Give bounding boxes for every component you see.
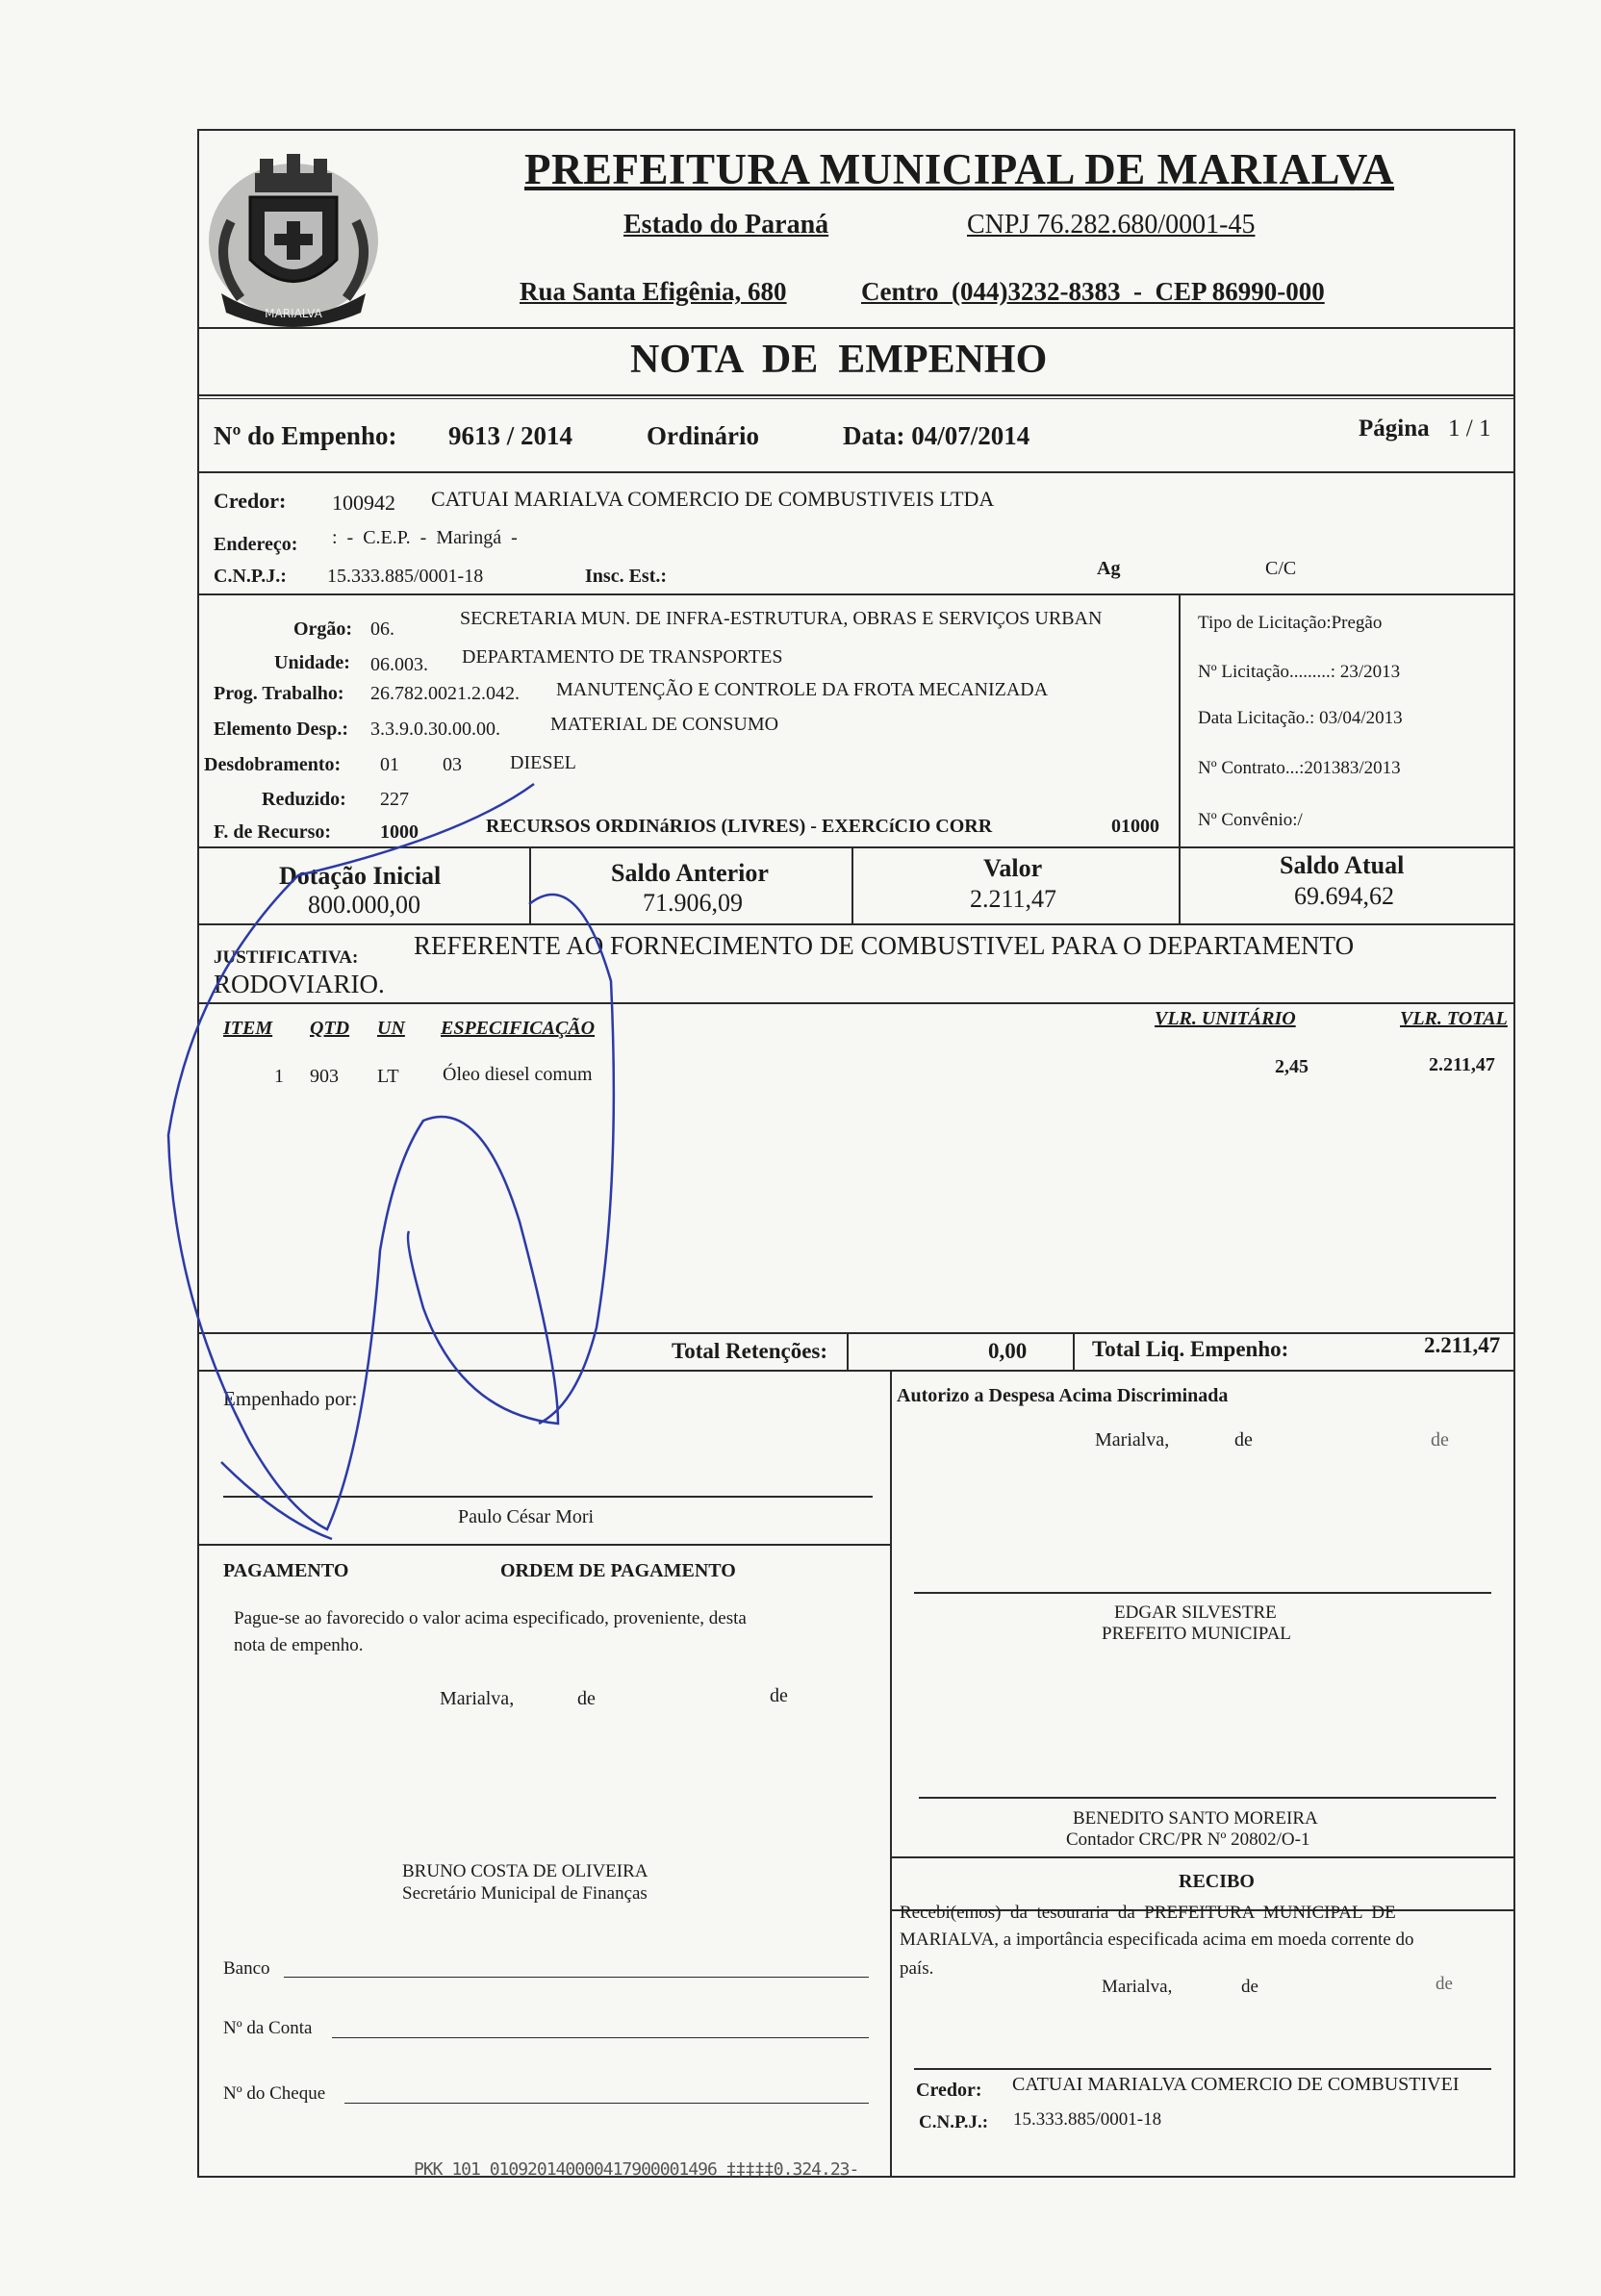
banco-label: Banco bbox=[223, 1958, 270, 1979]
recibo-credor-label: Credor: bbox=[916, 2080, 982, 2101]
recibo-cnpj: 15.333.885/0001-18 bbox=[1013, 2109, 1162, 2130]
svg-text:MARIALVA: MARIALVA bbox=[265, 307, 322, 320]
cnpj-label: C.N.P.J.: bbox=[214, 566, 287, 587]
endereco-value: : - C.E.P. - Maringá - bbox=[332, 527, 518, 548]
prog-desc: MANUTENÇÃO E CONTROLE DA FROTA MECANIZADA bbox=[556, 679, 1049, 700]
numero-contrato: Nº Contrato...:201383/2013 bbox=[1198, 758, 1401, 778]
unidade-desc: DEPARTAMENTO DE TRANSPORTES bbox=[462, 646, 783, 668]
empenhado-name: Paulo César Mori bbox=[458, 1506, 595, 1527]
pagamento-text-line1: Pague-se ao favorecido o valor acima especificado, proveniente, desta bbox=[234, 1608, 747, 1628]
total-liq-value: 2.211,47 bbox=[1424, 1333, 1501, 1357]
conta-label: Nº da Conta bbox=[223, 2018, 313, 2038]
row-qtd: 903 bbox=[310, 1066, 339, 1087]
empenho-label: Nº do Empenho: bbox=[214, 421, 397, 450]
empenhado-label: Empenhado por: bbox=[223, 1387, 358, 1410]
secretario-title: Secretário Municipal de Finanças bbox=[402, 1883, 648, 1904]
desdobramento-sub: 03 bbox=[443, 754, 462, 775]
data-licitacao: Data Licitação.: 03/04/2013 bbox=[1198, 708, 1403, 728]
col-header-un: UN bbox=[377, 1018, 405, 1039]
contador-name: BENEDITO SANTO MOREIRA bbox=[1073, 1808, 1318, 1829]
credor-label: Credor: bbox=[214, 489, 287, 513]
row-unit-value: 2,45 bbox=[1275, 1056, 1309, 1077]
reduzido-label: Reduzido: bbox=[262, 789, 346, 810]
ag-label: Ag bbox=[1097, 558, 1121, 579]
bank-authentication-stamp: PKK 101 010920140000417900001496 ‡‡‡‡‡0.324.23- bbox=[414, 2159, 859, 2180]
saldo-atual-value: 69.694,62 bbox=[1294, 882, 1394, 910]
recibo-text-line1: Recebi(emos) da tesouraria da PREFEITURA MUNICIPAL DE bbox=[900, 1903, 1396, 1923]
recibo-text-line2: MARIALVA, a importância especificada acima em moeda corrente do bbox=[900, 1930, 1414, 1950]
col-header-unit-value: VLR. UNITÁRIO bbox=[1155, 1008, 1296, 1029]
recurso-code2: 01000 bbox=[1111, 816, 1159, 837]
prefeito-name: EDGAR SILVESTRE bbox=[1114, 1602, 1277, 1623]
numero-convenio: Nº Convênio:/ bbox=[1198, 810, 1303, 830]
autorizo-text: Autorizo a Despesa Acima Discriminada bbox=[897, 1385, 1229, 1406]
page-value: 1 / 1 bbox=[1448, 416, 1491, 442]
prefeito-title: PREFEITO MUNICIPAL bbox=[1102, 1624, 1291, 1644]
autorizo-de-1: de bbox=[1234, 1429, 1253, 1451]
col-header-total-value: VLR. TOTAL bbox=[1400, 1008, 1508, 1029]
cheque-label: Nº do Cheque bbox=[223, 2083, 326, 2104]
empenho-number: 9613 / 2014 bbox=[448, 421, 573, 450]
orgao-desc: SECRETARIA MUN. DE INFRA-ESTRUTURA, OBRAS E SERVIÇOS URBAN bbox=[460, 608, 1103, 629]
desdobramento-code: 01 bbox=[380, 754, 399, 775]
empenho-date: Data: 04/07/2014 bbox=[843, 421, 1030, 450]
unidade-code: 06.003. bbox=[370, 654, 428, 675]
row-item: 1 bbox=[274, 1066, 284, 1087]
saldo-atual-label: Saldo Atual bbox=[1280, 851, 1405, 879]
recibo-text-line3: país. bbox=[900, 1958, 934, 1979]
retencoes-label: Total Retenções: bbox=[672, 1339, 828, 1363]
prog-code: 26.782.0021.2.042. bbox=[370, 683, 520, 704]
org-phone-cep: Centro (044)3232-8383 - CEP 86990-000 bbox=[861, 277, 1325, 306]
orgao-label: Orgão: bbox=[293, 618, 353, 640]
tipo-licitacao: Tipo de Licitação:Pregão bbox=[1198, 613, 1383, 633]
col-header-qtd: QTD bbox=[310, 1018, 350, 1039]
col-header-item: ITEM bbox=[223, 1018, 273, 1039]
saldo-anterior-label: Saldo Anterior bbox=[611, 859, 769, 887]
row-un: LT bbox=[377, 1066, 399, 1087]
desdobramento-label: Desdobramento: bbox=[204, 754, 342, 775]
unidade-label: Unidade: bbox=[274, 652, 350, 673]
endereco-label: Endereço: bbox=[214, 534, 298, 555]
orgao-code: 06. bbox=[370, 618, 394, 640]
recibo-de-1: de bbox=[1241, 1977, 1258, 1997]
pagamento-de-2: de bbox=[770, 1685, 788, 1706]
credor-code: 100942 bbox=[332, 491, 395, 515]
autorizo-de-2: de bbox=[1431, 1429, 1449, 1451]
desdobramento-desc: DIESEL bbox=[510, 752, 576, 773]
valor-value: 2.211,47 bbox=[970, 885, 1057, 913]
prog-label: Prog. Trabalho: bbox=[214, 683, 344, 704]
empenho-type: Ordinário bbox=[647, 421, 760, 450]
elemento-desc: MATERIAL DE CONSUMO bbox=[550, 714, 779, 735]
valor-label: Valor bbox=[983, 854, 1043, 882]
org-title: PREFEITURA MUNICIPAL DE MARIALVA bbox=[524, 145, 1395, 193]
recurso-desc: RECURSOS ORDINáRIOS (LIVRES) - EXERCíCIO CORR bbox=[486, 816, 993, 837]
contador-title: Contador CRC/PR Nº 20802/O-1 bbox=[1066, 1829, 1310, 1850]
recibo-cnpj-label: C.N.P.J.: bbox=[919, 2112, 989, 2132]
recibo-de-2: de bbox=[1436, 1974, 1453, 1994]
pagamento-de-1: de bbox=[577, 1688, 596, 1709]
row-spec: Óleo diesel comum bbox=[443, 1064, 593, 1085]
autorizo-city: Marialva, bbox=[1095, 1429, 1170, 1451]
document-title: NOTA DE EMPENHO bbox=[630, 338, 1048, 382]
retencoes-value: 0,00 bbox=[988, 1339, 1028, 1363]
justificativa-label: JUSTIFICATIVA: bbox=[214, 947, 359, 968]
justificativa-text-line1: REFERENTE AO FORNECIMENTO DE COMBUSTIVEL PARA O DEPARTAMENTO bbox=[414, 931, 1355, 960]
dotacao-label: Dotação Inicial bbox=[279, 862, 442, 890]
state-name: Estado do Paraná bbox=[623, 210, 829, 240]
reduzido-value: 227 bbox=[380, 789, 409, 810]
col-header-spec: ESPECIFICAÇÃO bbox=[441, 1018, 596, 1039]
recibo-title: RECIBO bbox=[1179, 1871, 1255, 1892]
numero-licitacao: Nº Licitação.........: 23/2013 bbox=[1198, 662, 1401, 682]
org-address: Rua Santa Efigênia, 680 bbox=[520, 277, 787, 306]
justificativa-text-line2: RODOVIARIO. bbox=[214, 970, 385, 998]
recurso-label: F. de Recurso: bbox=[214, 821, 332, 843]
insc-label: Insc. Est.: bbox=[585, 566, 668, 587]
recurso-code: 1000 bbox=[380, 821, 419, 843]
total-liq-label: Total Liq. Empenho: bbox=[1092, 1337, 1289, 1361]
org-cnpj: CNPJ 76.282.680/0001-45 bbox=[967, 210, 1256, 240]
row-total-value: 2.211,47 bbox=[1429, 1054, 1495, 1075]
credor-name: CATUAI MARIALVA COMERCIO DE COMBUSTIVEIS LTDA bbox=[431, 487, 995, 511]
secretario-name: BRUNO COSTA DE OLIVEIRA bbox=[402, 1861, 648, 1881]
page-label: Página bbox=[1359, 416, 1430, 442]
elemento-code: 3.3.9.0.30.00.00. bbox=[370, 719, 500, 740]
saldo-anterior-value: 71.906,09 bbox=[643, 889, 743, 917]
pagamento-city: Marialva, bbox=[440, 1688, 515, 1709]
pagamento-label: PAGAMENTO bbox=[223, 1560, 349, 1581]
municipal-coat-of-arms bbox=[202, 135, 385, 337]
recibo-city: Marialva, bbox=[1102, 1977, 1173, 1997]
pagamento-text-line2: nota de empenho. bbox=[234, 1635, 364, 1655]
recibo-credor-name: CATUAI MARIALVA COMERCIO DE COMBUSTIVEI bbox=[1012, 2074, 1460, 2095]
elemento-label: Elemento Desp.: bbox=[214, 719, 348, 740]
dotacao-value: 800.000,00 bbox=[308, 891, 420, 919]
ordem-pagamento: ORDEM DE PAGAMENTO bbox=[500, 1560, 736, 1581]
credor-cnpj: 15.333.885/0001-18 bbox=[327, 566, 484, 587]
cc-label: C/C bbox=[1265, 558, 1297, 579]
